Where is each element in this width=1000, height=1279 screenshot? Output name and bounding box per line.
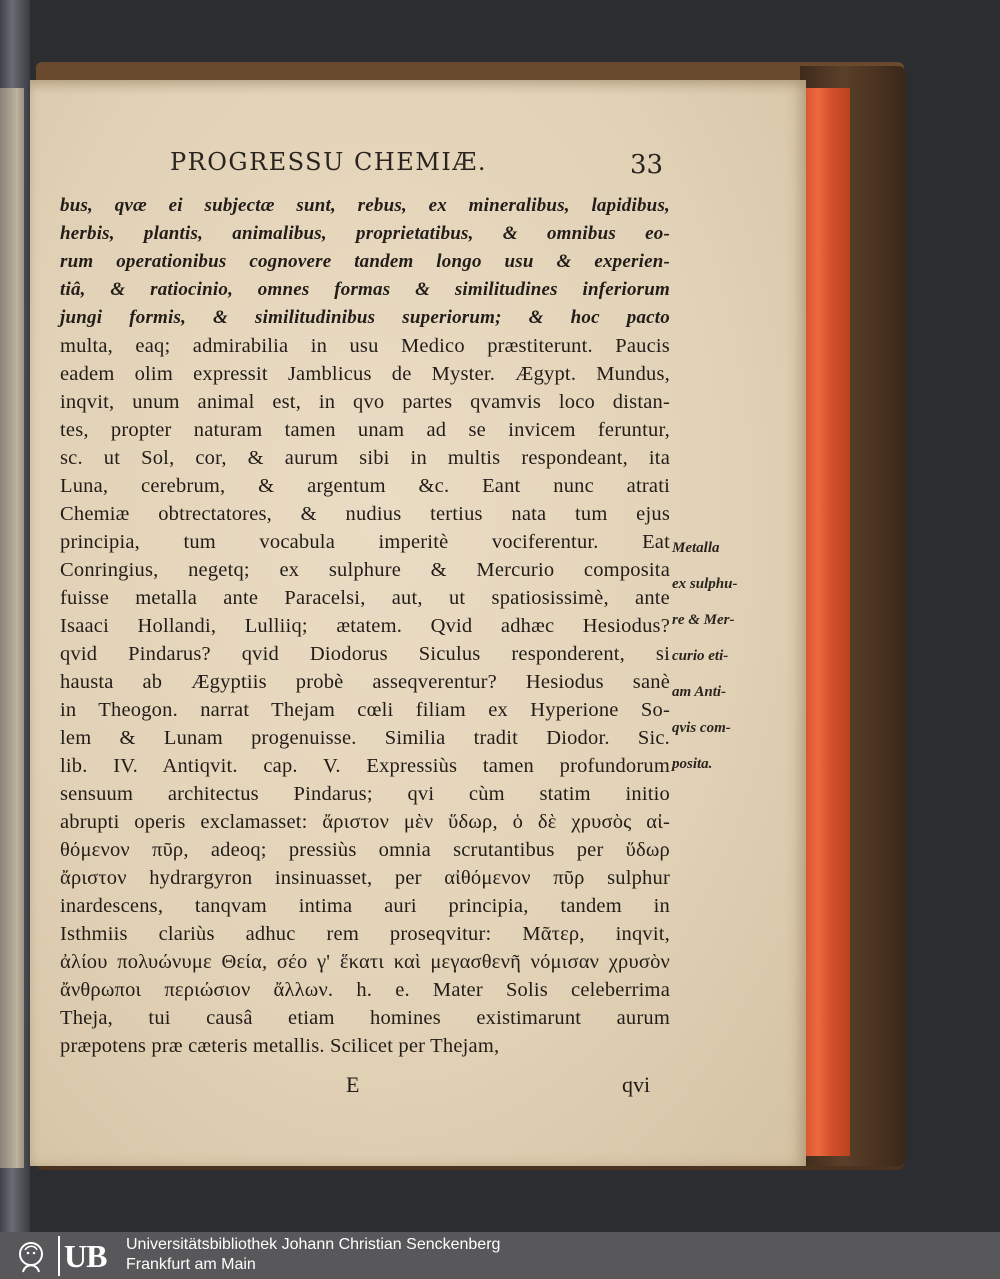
text-line: multa, eaq; admirabilia in usu Medico præstiterunt. Paucis — [60, 335, 670, 357]
text-line: sc. ut Sol, cor, & aurum sibi in multis respondeant, ita — [60, 447, 670, 469]
marginal-note-line: Metalla — [672, 540, 720, 556]
text-line: sensuum architectus Pindarus; qvi cùm statim initio — [60, 783, 670, 805]
marginal-note-line: posita. — [672, 756, 713, 772]
marginal-note-line: ex sulphu- — [672, 576, 738, 592]
library-emblem-icon — [6, 1236, 56, 1276]
text-line: θόμενον πῦρ, adeoq; pressiùs omnia scrutantibus per ὕδωρ — [60, 839, 670, 861]
text-line: præpotens præ cæteris metallis. Scilicet per Thejam, — [60, 1035, 500, 1057]
main-text — [60, 192, 670, 1060]
text-line: jungi formis, & similitudinibus superiorum; & hoc pacto — [60, 307, 670, 328]
text-line: inqvit, unum animal est, in qvo partes qvamvis loco distan- — [60, 391, 670, 413]
text-line: qvid Pindarus? qvid Diodorus Siculus responderent, si — [60, 643, 670, 665]
previous-page-edge — [0, 88, 24, 1168]
text-line: hausta ab Ægyptiis probè asseqverentur? Hesiodus sanè — [60, 671, 670, 693]
text-line: lem & Lunam progenuisse. Similia tradit Diodor. Sic. — [60, 727, 670, 749]
text-line: lib. IV. Antiqvit. cap. V. Expressiùs tamen profundorum — [60, 755, 670, 777]
page-number: 33 — [630, 150, 664, 180]
running-head: PROGRESSU CHEMIÆ. — [170, 148, 487, 176]
text-line: Isaaci Hollandi, Lulliiq; ætatem. Qvid adhæc Hesiodus? — [60, 615, 670, 637]
text-line: rum operationibus cognovere tandem longo usu & experien- — [60, 251, 670, 272]
library-logo: UB — [58, 1236, 120, 1276]
text-line: tiâ, & ratiocinio, omnes formas & similitudines inferiorum — [60, 279, 670, 300]
text-line: Luna, cerebrum, & argentum &c. Eant nunc atrati — [60, 475, 670, 497]
text-line: eadem olim expressit Jamblicus de Myster. Ægypt. Mundus, — [60, 363, 670, 385]
text-line: Conringius, negetq; ex sulphure & Mercurio composita — [60, 559, 670, 581]
text-line: herbis, plantis, animalibus, proprietatibus, & omnibus eo- — [60, 223, 670, 244]
marginal-note-line: re & Mer- — [672, 612, 735, 628]
text-line: principia, tum vocabula imperitè vociferentur. Eat — [60, 531, 670, 553]
text-line: Chemiæ obtrectatores, & nudius tertius nata tum ejus — [60, 503, 670, 525]
text-line: Isthmiis clariùs adhuc rem proseqvitur: Μᾶτερ, inqvit, — [60, 923, 670, 945]
text-line: ἄνθρωποι περιώσιον ἄλλων. h. e. Mater Solis celeberrima — [60, 979, 670, 1001]
text-line: Theja, tui causâ etiam homines existimarunt aurum — [60, 1007, 670, 1029]
footer-caption — [126, 1235, 500, 1275]
text-line: ἀλίου πολυώνυμε Θεία, σέο γ' ἕκατι καὶ μεγασθενῆ νόμισαν χρυσὸν — [60, 951, 670, 973]
text-line: fuisse metalla ante Paracelsi, aut, ut spatiosissimè, ante — [60, 587, 670, 609]
marginal-note-line: curio eti- — [672, 648, 729, 664]
footer-bar — [0, 1232, 1000, 1279]
text-line: ἄριστον hydrargyron insinuasset, per αἰθόμενον πῦρ sulphur — [60, 867, 670, 889]
institution-name: Universitätsbibliothek Johann Christian Senckenberg — [126, 1236, 501, 1253]
red-page-edges — [804, 88, 850, 1156]
signature-mark: E — [346, 1072, 360, 1097]
marginal-note-line: qvis com- — [672, 720, 731, 736]
text-line: in Theogon. narrat Thejam cœli filiam ex Hyperione So- — [60, 699, 670, 721]
catchword: qvi — [622, 1072, 651, 1097]
text-line: abrupti operis exclamasset: ἄριστον μὲν ὕδωρ, ὁ δὲ χρυσὸς αἰ- — [60, 811, 670, 833]
marginal-note-line: am Anti- — [672, 684, 727, 700]
text-line: inardescens, tanqvam intima auri principia, tandem in — [60, 895, 670, 917]
marginal-note — [672, 530, 782, 782]
text-line: bus, qvæ ei subjectæ sunt, rebus, ex mineralibus, lapidibus, — [60, 195, 670, 216]
institution-city: Frankfurt am Main — [126, 1256, 256, 1273]
text-line: tes, propter naturam tamen unam ad se invicem feruntur, — [60, 419, 670, 441]
